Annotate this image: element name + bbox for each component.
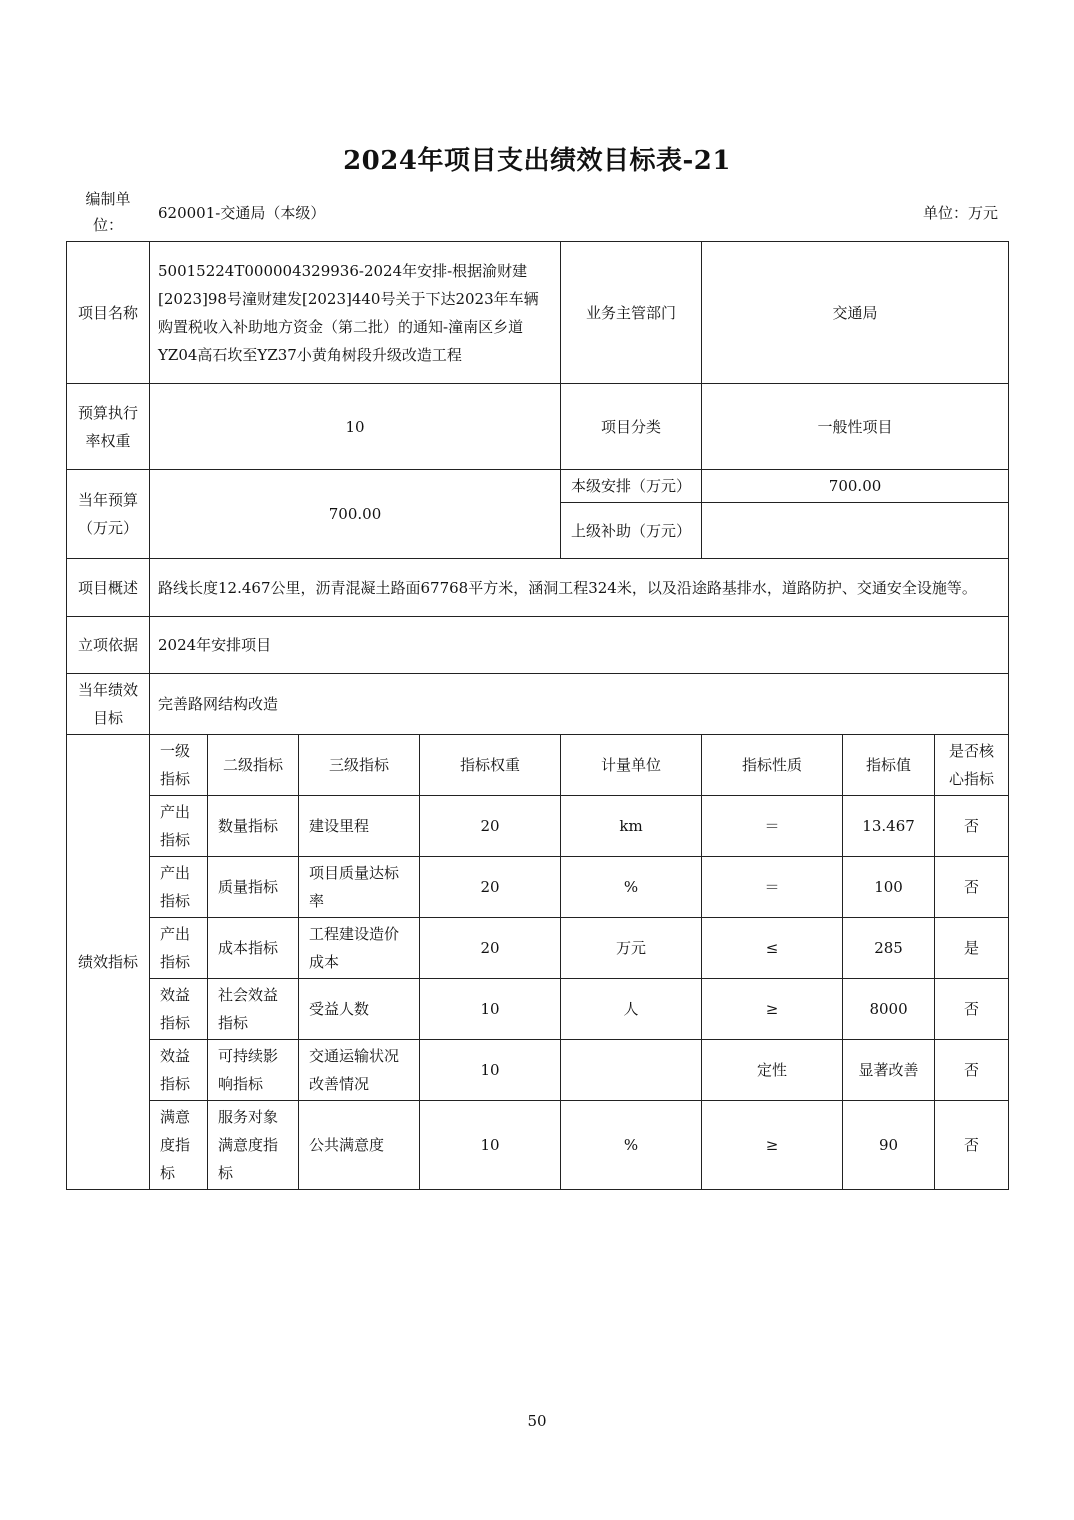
indicator-value: 13.467 <box>843 796 935 857</box>
indicator-l3: 交通运输状况改善情况 <box>299 1040 420 1101</box>
indicator-l3: 工程建设造价成本 <box>299 918 420 979</box>
weight-value: 10 <box>150 384 561 470</box>
performance-table <box>66 241 1009 1190</box>
indicator-weight: 10 <box>420 979 561 1040</box>
weight-label: 预算执行率权重 <box>67 384 150 470</box>
indicator-unit: % <box>561 1101 702 1190</box>
indicator-unit <box>561 1040 702 1101</box>
subsidy-label: 上级补助（万元） <box>561 503 702 559</box>
indicator-l3: 受益人数 <box>299 979 420 1040</box>
indicator-l1: 产出指标 <box>150 796 208 857</box>
indicator-l1: 产出指标 <box>150 918 208 979</box>
project-name-row <box>67 242 1009 384</box>
header-l3: 三级指标 <box>299 735 420 796</box>
goal-value: 完善路网结构改造 <box>150 674 1009 735</box>
indicator-core: 否 <box>935 1101 1009 1190</box>
indicator-l3: 建设里程 <box>299 796 420 857</box>
indicator-nature: 定性 <box>702 1040 843 1101</box>
indicator-row <box>67 979 1009 1040</box>
indicator-l2: 成本指标 <box>208 918 299 979</box>
summary-label: 项目概述 <box>67 559 150 617</box>
indicator-value: 100 <box>843 857 935 918</box>
indicator-unit: 万元 <box>561 918 702 979</box>
subsidy-value <box>702 503 1009 559</box>
indicator-nature: ≥ <box>702 979 843 1040</box>
dept-label: 业务主管部门 <box>561 242 702 384</box>
project-name-label: 项目名称 <box>67 242 150 384</box>
unit-label: 编制单位： <box>85 190 131 234</box>
indicator-l1: 满意度指标 <box>150 1101 208 1190</box>
indicator-nature: ≤ <box>702 918 843 979</box>
indicator-l2: 质量指标 <box>208 857 299 918</box>
indicator-l3: 项目质量达标率 <box>299 857 420 918</box>
indicator-value: 285 <box>843 918 935 979</box>
header-unit: 计量单位 <box>561 735 702 796</box>
weight-row <box>67 384 1009 470</box>
indicator-weight: 20 <box>420 918 561 979</box>
indicator-unit: km <box>561 796 702 857</box>
header-weight: 指标权重 <box>420 735 561 796</box>
indicator-l1: 产出指标 <box>150 857 208 918</box>
indicator-core: 否 <box>935 857 1009 918</box>
page-title: 2024年项目支出绩效目标表-21 <box>343 146 731 176</box>
indicator-row <box>67 857 1009 918</box>
indicator-nature: ＝ <box>702 857 843 918</box>
indicator-header-row <box>67 735 1009 796</box>
indicator-nature: ≥ <box>702 1101 843 1190</box>
indicator-unit: 人 <box>561 979 702 1040</box>
indicator-l2: 数量指标 <box>208 796 299 857</box>
indicator-core: 否 <box>935 979 1009 1040</box>
indicator-value: 90 <box>843 1101 935 1190</box>
category-value: 一般性项目 <box>702 384 1009 470</box>
indicator-row <box>67 918 1009 979</box>
indicator-value: 显著改善 <box>843 1040 935 1101</box>
summary-row <box>67 559 1009 617</box>
page-number: 50 <box>527 1412 547 1430</box>
indicator-unit: % <box>561 857 702 918</box>
indicator-row <box>67 1101 1009 1190</box>
indicator-section-label: 绩效指标 <box>67 735 150 1190</box>
header-l1: 一级指标 <box>150 735 208 796</box>
basis-label: 立项依据 <box>67 617 150 674</box>
basis-value: 2024年安排项目 <box>150 617 1009 674</box>
indicator-l2: 可持续影响指标 <box>208 1040 299 1101</box>
indicator-l3: 公共满意度 <box>299 1101 420 1190</box>
basis-row <box>67 617 1009 674</box>
header-value: 指标值 <box>843 735 935 796</box>
indicator-weight: 20 <box>420 857 561 918</box>
header-l2: 二级指标 <box>208 735 299 796</box>
local-label: 本级安排（万元） <box>561 470 702 503</box>
budget-value: 700.00 <box>150 470 561 559</box>
dept-value: 交通局 <box>702 242 1009 384</box>
indicator-row <box>67 796 1009 857</box>
header-core: 是否核心指标 <box>935 735 1009 796</box>
indicator-l2: 社会效益指标 <box>208 979 299 1040</box>
indicator-l1: 效益指标 <box>150 1040 208 1101</box>
budget-label: 当年预算（万元） <box>67 470 150 559</box>
goal-label: 当年绩效目标 <box>67 674 150 735</box>
indicator-row <box>67 1040 1009 1101</box>
goal-row <box>67 674 1009 735</box>
unit-value: 620001-交通局（本级） <box>158 204 326 222</box>
indicator-weight: 10 <box>420 1040 561 1101</box>
currency-unit: 单位：万元 <box>922 204 998 222</box>
indicator-l1: 效益指标 <box>150 979 208 1040</box>
indicator-core: 否 <box>935 796 1009 857</box>
indicator-value: 8000 <box>843 979 935 1040</box>
indicator-core: 否 <box>935 1040 1009 1101</box>
indicator-l2: 服务对象满意度指标 <box>208 1101 299 1190</box>
indicator-nature: ＝ <box>702 796 843 857</box>
header-nature: 指标性质 <box>702 735 843 796</box>
category-label: 项目分类 <box>561 384 702 470</box>
indicator-core: 是 <box>935 918 1009 979</box>
project-name-value: 50015224T000004329936-2024年安排-根据渝财建[2023]98号潼财建发[2023]440号关于下达2023年车辆购置税收入补助地方资金（第二批）的通知-潼南区乡道YZ04高石坎至YZ37小黄角树段升级改造工程 <box>150 242 561 384</box>
indicator-weight: 20 <box>420 796 561 857</box>
indicator-weight: 10 <box>420 1101 561 1190</box>
budget-row <box>67 470 1009 503</box>
local-value: 700.00 <box>702 470 1009 503</box>
summary-value: 路线长度12.467公里，沥青混凝土路面67768平方米，涵洞工程324米，以及沿途路基排水，道路防护、交通安全设施等。 <box>150 559 1009 617</box>
